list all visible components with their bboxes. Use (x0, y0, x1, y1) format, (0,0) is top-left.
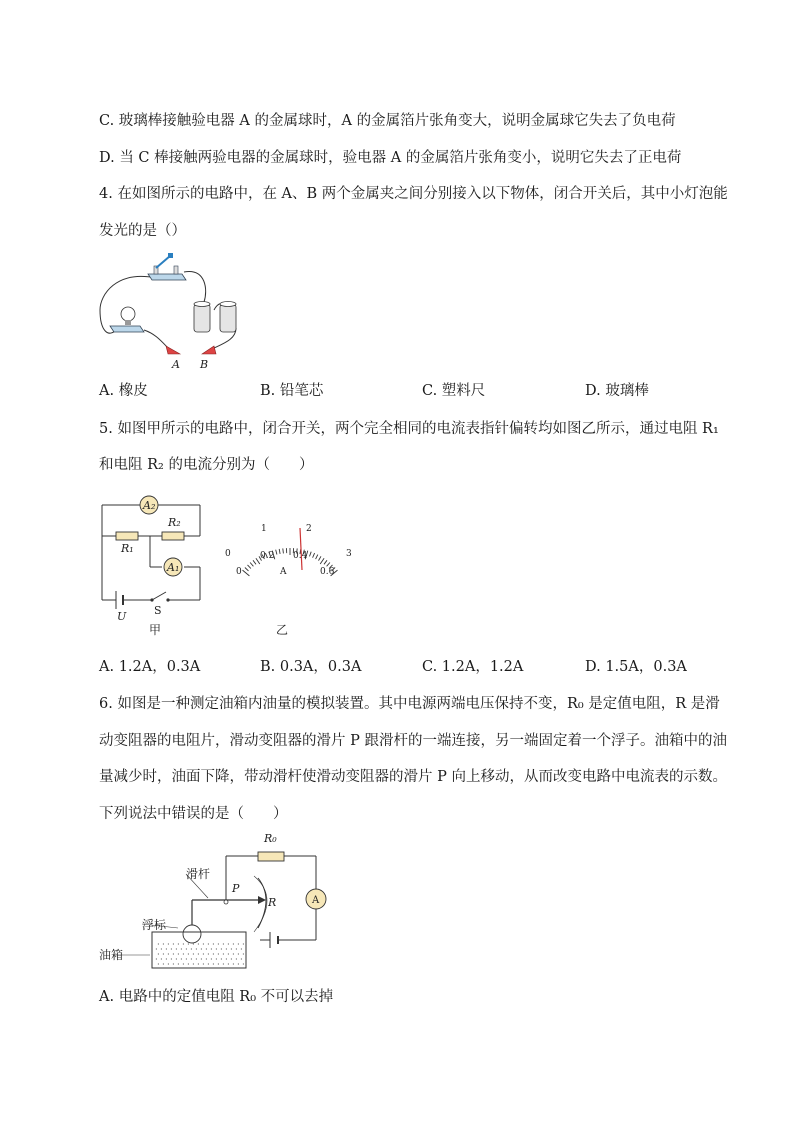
oil-dot (216, 948, 217, 949)
oil-dot (218, 943, 219, 944)
oil-dot (186, 948, 187, 949)
q4-option-b[interactable]: B. 铅笔芯 (260, 383, 324, 399)
oil-dot (236, 958, 237, 959)
knife-switch-icon (148, 253, 186, 280)
ammeter-a2-label: A₂ (143, 499, 156, 512)
oil-dot (231, 958, 232, 959)
oil-dot (233, 963, 234, 964)
lamp-holder-icon (110, 307, 144, 332)
oil-dot (191, 948, 192, 949)
big-scale-3: 3 (346, 549, 352, 559)
oil-dot (186, 958, 187, 959)
oil-dot (171, 948, 172, 949)
oil-dot (166, 948, 167, 949)
oil-dot (201, 948, 202, 949)
dial-tick (276, 550, 277, 555)
float-icon (183, 925, 201, 943)
small-scale-06: 0.6 (320, 567, 335, 577)
oil-dot (206, 958, 207, 959)
oil-dot (211, 948, 212, 949)
oil-dot (176, 958, 177, 959)
dial-tick (253, 560, 256, 564)
source-u-label: U (117, 610, 127, 623)
oil-dot (163, 943, 164, 944)
caption-yi: 乙 (276, 623, 289, 637)
oil-dot (231, 948, 232, 949)
caption-jia: 甲 (149, 623, 162, 637)
oil-dot (173, 963, 174, 964)
oil-dot (226, 948, 227, 949)
oil-dot (183, 963, 184, 964)
oil-dot (223, 963, 224, 964)
oil-dot (198, 963, 199, 964)
oil-dot (241, 958, 242, 959)
oil-dot (218, 963, 219, 964)
oil-dot (203, 943, 204, 944)
oil-surface-pattern (156, 943, 244, 964)
q5-option-b[interactable]: B. 0.3A，0.3A (260, 659, 362, 675)
alligator-clip-icon (166, 346, 216, 354)
q6-stem-line-4: 下列说法中错误的是（ ） (99, 806, 288, 822)
dial-tick (320, 558, 324, 564)
rheostat-r-label: R (268, 896, 277, 909)
oil-dot (196, 958, 197, 959)
oil-dot (161, 958, 162, 959)
oil-dot (191, 958, 192, 959)
dial-pointer (300, 528, 302, 570)
small-scale-02: 0.2 (260, 551, 275, 561)
oil-dot (211, 958, 212, 959)
oil-dot (163, 953, 164, 954)
q4-option-c[interactable]: C. 塑料尺 (422, 383, 486, 399)
q5-option-d[interactable]: D. 1.5A，0.3A (585, 659, 687, 675)
oil-dot (161, 948, 162, 949)
oil-dot (168, 963, 169, 964)
q4-stem-line-1: 4. 在如图所示的电路中，在 A、B 两个金属夹之间分别接入以下物体，闭合开关后，其中小灯泡能 (99, 186, 728, 202)
oil-dot (196, 948, 197, 949)
oil-dot (176, 948, 177, 949)
oil-dot (213, 943, 214, 944)
q5-option-c[interactable]: C. 1.2A，1.2A (422, 659, 524, 675)
oil-dot (193, 963, 194, 964)
q3-option-c: C. 玻璃棒接触验电器 A 的金属球时，A 的金属箔片张角变大，说明金属球它失去了负电荷 (99, 113, 676, 129)
oil-dot (198, 943, 199, 944)
oil-dot (208, 953, 209, 954)
q6-stem-line-3: 量减少时，油面下降，带动滑杆使滑动变阻器的滑片 P 向上移动，从而改变电路中电流表的示数。 (99, 769, 727, 785)
oil-dot (178, 963, 179, 964)
big-scale-2: 2 (306, 524, 312, 534)
clip-label-a: A (172, 358, 180, 371)
oil-dot (208, 943, 209, 944)
slider-p-label: P (232, 882, 240, 895)
oil-dot (183, 953, 184, 954)
oil-dot (183, 943, 184, 944)
dial-tick (248, 565, 251, 569)
q4-option-a[interactable]: A. 橡皮 (99, 383, 148, 399)
dial-tick (316, 555, 318, 560)
q6-stem-line-1: 6. 如图是一种测定油箱内油量的模拟装置。其中电源两端电压保持不变，R₀ 是定值电阻，R 是滑 (99, 696, 720, 712)
q4-circuit-figure (96, 250, 246, 372)
resistor-r2-label: R₂ (168, 516, 181, 529)
tank-label: 油箱 (99, 948, 124, 962)
small-scale-04: 0.4 (293, 551, 308, 561)
oil-dot (178, 953, 179, 954)
oil-dot (203, 953, 204, 954)
oil-dot (173, 953, 174, 954)
q3-option-d: D. 当 C 棒接触两验电器的金属球时，验电器 A 的金属箔片张角变小，说明它失去了正电荷 (99, 150, 682, 166)
r0-label: R₀ (264, 832, 277, 845)
oil-dot (238, 963, 239, 964)
q6-oil-gauge-figure (96, 828, 336, 974)
oil-dot (243, 943, 244, 944)
dial-tick (313, 553, 315, 558)
dial-tick (250, 563, 253, 567)
oil-dot (241, 948, 242, 949)
oil-dot (221, 948, 222, 949)
switch-s-label: S (154, 604, 162, 617)
small-scale-0: 0 (236, 567, 242, 577)
oil-dot (218, 953, 219, 954)
rod-label: 滑杆 (186, 867, 211, 881)
big-scale-0: 0 (225, 549, 231, 559)
oil-dot (188, 943, 189, 944)
oil-dot (173, 943, 174, 944)
dial-tick (245, 568, 249, 571)
oil-dot (221, 958, 222, 959)
dial-tick (310, 552, 312, 557)
oil-dot (226, 958, 227, 959)
oil-dot (201, 958, 202, 959)
oil-dot (168, 953, 169, 954)
oil-dot (243, 953, 244, 954)
oil-dot (233, 943, 234, 944)
oil-dot (181, 958, 182, 959)
oil-dot (206, 948, 207, 949)
dial-tick (283, 548, 284, 553)
oil-dot (236, 948, 237, 949)
ammeter-a1-label: A₁ (167, 561, 180, 574)
dial-unit: A (280, 567, 287, 577)
q6-stem-line-2: 动变阻器的电阻片，滑动变阻器的滑片 P 跟滑杆的一端连接，另一端固定着一个浮子。油箱中的油 (99, 733, 727, 749)
dial-tick (279, 549, 280, 554)
float-label: 浮标 (142, 918, 167, 932)
oil-dot (181, 948, 182, 949)
oil-dot (208, 963, 209, 964)
oil-dot (166, 958, 167, 959)
oil-dot (163, 963, 164, 964)
q5-option-a[interactable]: A. 1.2A，0.3A (99, 659, 201, 675)
clip-label-b: B (200, 358, 209, 371)
oil-dot (188, 963, 189, 964)
oil-dot (223, 943, 224, 944)
oil-dot (156, 948, 157, 949)
oil-dot (213, 963, 214, 964)
resistor-r0-icon (258, 852, 284, 861)
q4-stem-line-2: 发光的是（） (99, 223, 186, 239)
oil-dot (193, 953, 194, 954)
oil-dot (168, 943, 169, 944)
oil-dot (228, 943, 229, 944)
oil-dot (193, 943, 194, 944)
oil-dot (171, 958, 172, 959)
q6-option-a[interactable]: A. 电路中的定值电阻 R₀ 不可以去掉 (99, 989, 334, 1005)
q4-option-d[interactable]: D. 玻璃棒 (585, 383, 649, 399)
dial-tick (327, 563, 330, 567)
oil-dot (178, 943, 179, 944)
oil-dot (228, 953, 229, 954)
q5-circuit-jia (96, 488, 208, 638)
oil-dot (198, 953, 199, 954)
dial-tick (319, 556, 322, 560)
dial-tick (324, 560, 327, 564)
oil-dot (158, 963, 159, 964)
oil-dot (243, 963, 244, 964)
oil-dot (228, 963, 229, 964)
oil-dot (238, 943, 239, 944)
big-scale-1: 1 (261, 524, 267, 534)
oil-dot (203, 963, 204, 964)
q5-ammeter-dial-yi (220, 518, 360, 638)
resistor-r1-label: R₁ (121, 542, 134, 555)
battery-icon (194, 302, 236, 333)
q5-stem-line-2: 和电阻 R₂ 的电流分别为（ ） (99, 457, 314, 473)
oil-dot (238, 953, 239, 954)
oil-dot (223, 953, 224, 954)
oil-dot (156, 958, 157, 959)
q5-stem-line-1: 5. 如图甲所示的电路中，闭合开关，两个完全相同的电流表指针偏转均如图乙所示，通过电阻 R₁ (99, 421, 719, 437)
ammeter-label: A (312, 895, 320, 906)
oil-dot (233, 953, 234, 954)
oil-dot (213, 953, 214, 954)
oil-dot (188, 953, 189, 954)
oil-dot (216, 958, 217, 959)
oil-dot (158, 943, 159, 944)
oil-dot (158, 953, 159, 954)
